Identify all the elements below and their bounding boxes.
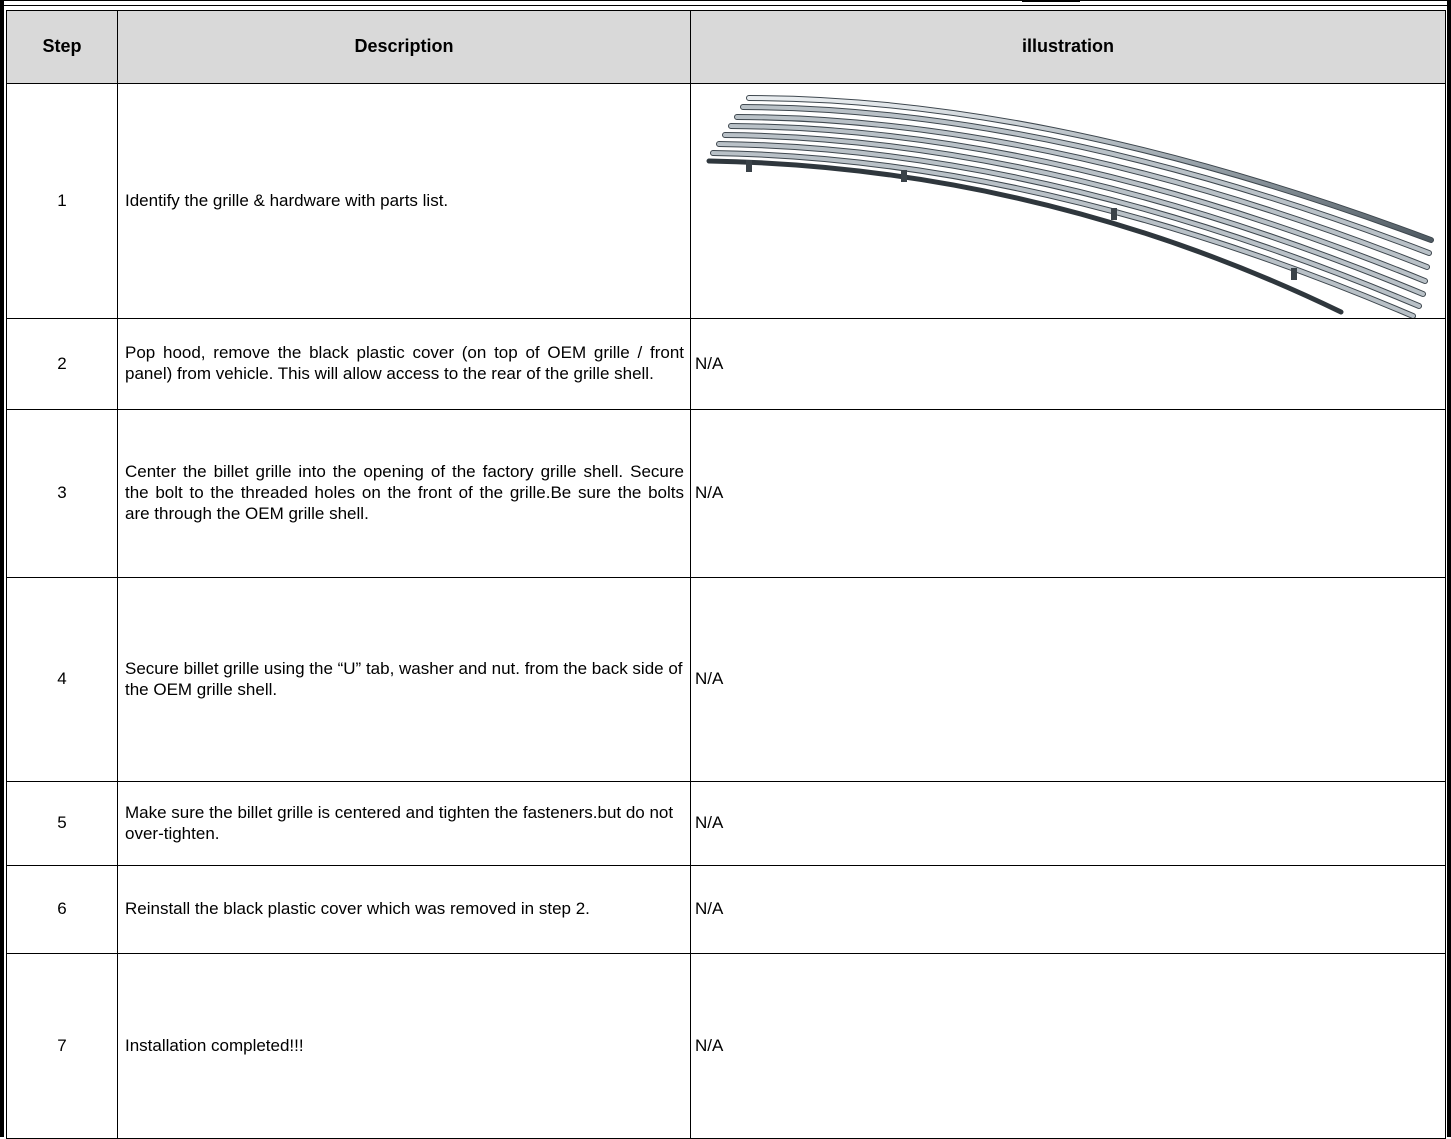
step-description: Center the billet grille into the opening of the factory grille shell. Secure the bolt to the threaded holes on the front of the grille.Be sure the bolts are through the OEM grille shell. bbox=[118, 410, 691, 578]
step-illustration: N/A bbox=[691, 866, 1446, 954]
table-row bbox=[7, 410, 1446, 578]
step-illustration: N/A bbox=[691, 319, 1446, 410]
step-illustration: N/A bbox=[691, 410, 1446, 578]
step-illustration: N/A bbox=[691, 578, 1446, 782]
step-description: Make sure the billet grille is centered and tighten the fasteners.but do not over-tighten. bbox=[118, 782, 691, 866]
step-description: Identify the grille & hardware with parts list. bbox=[118, 84, 691, 319]
step-description: Reinstall the black plastic cover which was removed in step 2. bbox=[118, 866, 691, 954]
step-description: Installation completed!!! bbox=[118, 954, 691, 1139]
table-row bbox=[7, 84, 1446, 319]
step-illustration: N/A bbox=[691, 782, 1446, 866]
header-description: Description bbox=[118, 11, 691, 84]
header-rule bbox=[0, 0, 1451, 6]
header-underline-fragment bbox=[1022, 0, 1080, 2]
step-number: 1 bbox=[7, 84, 118, 319]
step-illustration bbox=[691, 84, 1446, 319]
table-row bbox=[7, 319, 1446, 410]
table-row bbox=[7, 866, 1446, 954]
step-description: Pop hood, remove the black plastic cover (on top of OEM grille / front panel) from vehicle. This will allow access to the rear of the grille shell. bbox=[118, 319, 691, 410]
step-number: 5 bbox=[7, 782, 118, 866]
step-description: Secure billet grille using the “U” tab, washer and nut. from the back side of the OEM grille shell. bbox=[118, 578, 691, 782]
installation-steps-table bbox=[6, 10, 1446, 1139]
table-row bbox=[7, 954, 1446, 1139]
table-row bbox=[7, 782, 1446, 866]
billet-grille-image bbox=[691, 84, 1445, 318]
step-number: 4 bbox=[7, 578, 118, 782]
header-step: Step bbox=[7, 11, 118, 84]
step-number: 7 bbox=[7, 954, 118, 1139]
billet-grille-photo bbox=[691, 90, 1443, 318]
step-number: 3 bbox=[7, 410, 118, 578]
step-number: 6 bbox=[7, 866, 118, 954]
header-illustration: illustration bbox=[691, 11, 1446, 84]
table-row bbox=[7, 578, 1446, 782]
step-illustration: N/A bbox=[691, 954, 1446, 1139]
table-header-row bbox=[7, 11, 1446, 84]
step-number: 2 bbox=[7, 319, 118, 410]
